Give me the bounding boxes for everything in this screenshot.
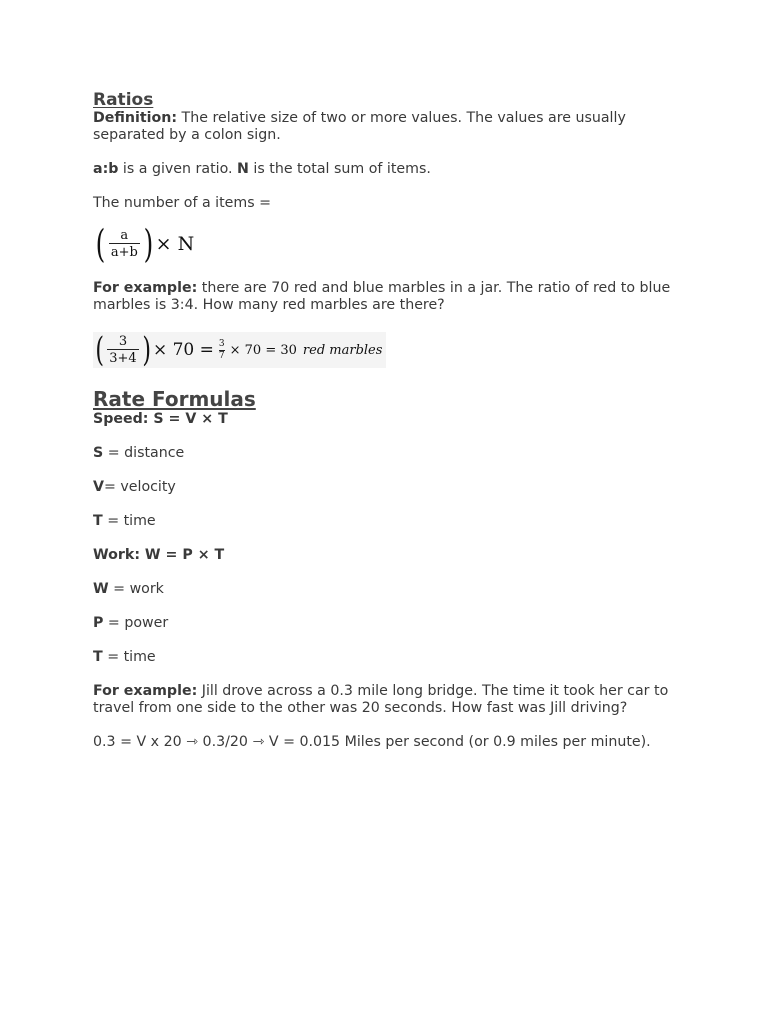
v-text: = velocity	[103, 479, 176, 495]
example-text: there are 70 red and blue marbles in a jar. The ratio of red to blue marbles is 3:4. How many red marbles are there?	[93, 280, 671, 313]
t-text-2: = time	[102, 649, 156, 665]
t-label: T	[93, 513, 103, 529]
times-seventy-result: × 70 = 30	[229, 342, 297, 358]
ratio-example-paragraph	[93, 280, 683, 314]
fraction-numerator: a	[120, 228, 129, 243]
definition-label: Definition:	[93, 110, 178, 126]
definition-paragraph	[93, 110, 683, 144]
small-numerator: 3	[218, 338, 225, 349]
times-seventy: × 70 =	[152, 339, 214, 360]
example-label: For example:	[93, 683, 198, 699]
n-text: is the total sum of items.	[248, 161, 431, 177]
ratios-heading: Ratios	[93, 90, 154, 110]
result-word: red marbles	[302, 342, 383, 358]
p-text: = power	[103, 615, 169, 631]
t-label-2: T	[93, 649, 103, 665]
p-label: P	[93, 615, 104, 631]
rate-example-paragraph	[93, 683, 683, 717]
ratio-description	[93, 161, 683, 178]
v-label: V	[93, 479, 104, 495]
rate-answer: 0.3 = V x 20 ⇾ 0.3/20 ⇾ V = 0.015 Miles per second (or 0.9 miles per minute).	[93, 734, 651, 750]
fraction-denominator: a+b	[110, 245, 138, 260]
ratio-fraction	[109, 228, 140, 260]
number-of-items-text: The number of a items =	[93, 195, 272, 211]
speed-formula	[93, 411, 683, 428]
left-paren: (	[95, 330, 104, 370]
w-text: = work	[108, 581, 164, 597]
s-label: S	[93, 445, 104, 461]
document-content	[93, 90, 683, 751]
small-fraction	[219, 339, 225, 362]
ratio-example-formula	[93, 332, 386, 368]
small-denominator: 7	[218, 350, 225, 361]
s-definition	[93, 445, 683, 462]
example-fraction	[107, 334, 138, 366]
example-text: Jill drove across a 0.3 mile long bridge. The time it took her car to travel from one side to the other was 20 seconds. How fast was Jill driving?	[93, 683, 669, 716]
ab-text: is a given ratio.	[118, 161, 238, 177]
n-label: N	[237, 161, 249, 177]
s-text: = distance	[103, 445, 185, 461]
v-definition	[93, 479, 683, 496]
example-label: For example:	[93, 280, 198, 296]
fraction-denominator: 3+4	[109, 351, 137, 366]
ab-label: a:b	[93, 161, 119, 177]
left-paren: (	[95, 222, 106, 266]
t-text: = time	[102, 513, 156, 529]
speed-formula-text: Speed: S = V × T	[93, 411, 228, 427]
p-definition	[93, 615, 683, 632]
right-paren: )	[143, 222, 154, 266]
right-paren: )	[142, 330, 151, 370]
t-definition-2	[93, 649, 683, 666]
ratio-formula	[93, 222, 683, 266]
rate-formulas-heading: Rate Formulas	[93, 387, 256, 411]
definition-text: The relative size of two or more values. The values are usually separated by a colon sign.	[93, 110, 626, 143]
t-definition	[93, 513, 683, 530]
w-label: W	[93, 581, 109, 597]
w-definition	[93, 581, 683, 598]
work-formula	[93, 547, 683, 564]
fraction-numerator: 3	[118, 334, 128, 349]
times-n: × N	[155, 232, 195, 255]
work-formula-text: Work: W = P × T	[93, 547, 225, 563]
